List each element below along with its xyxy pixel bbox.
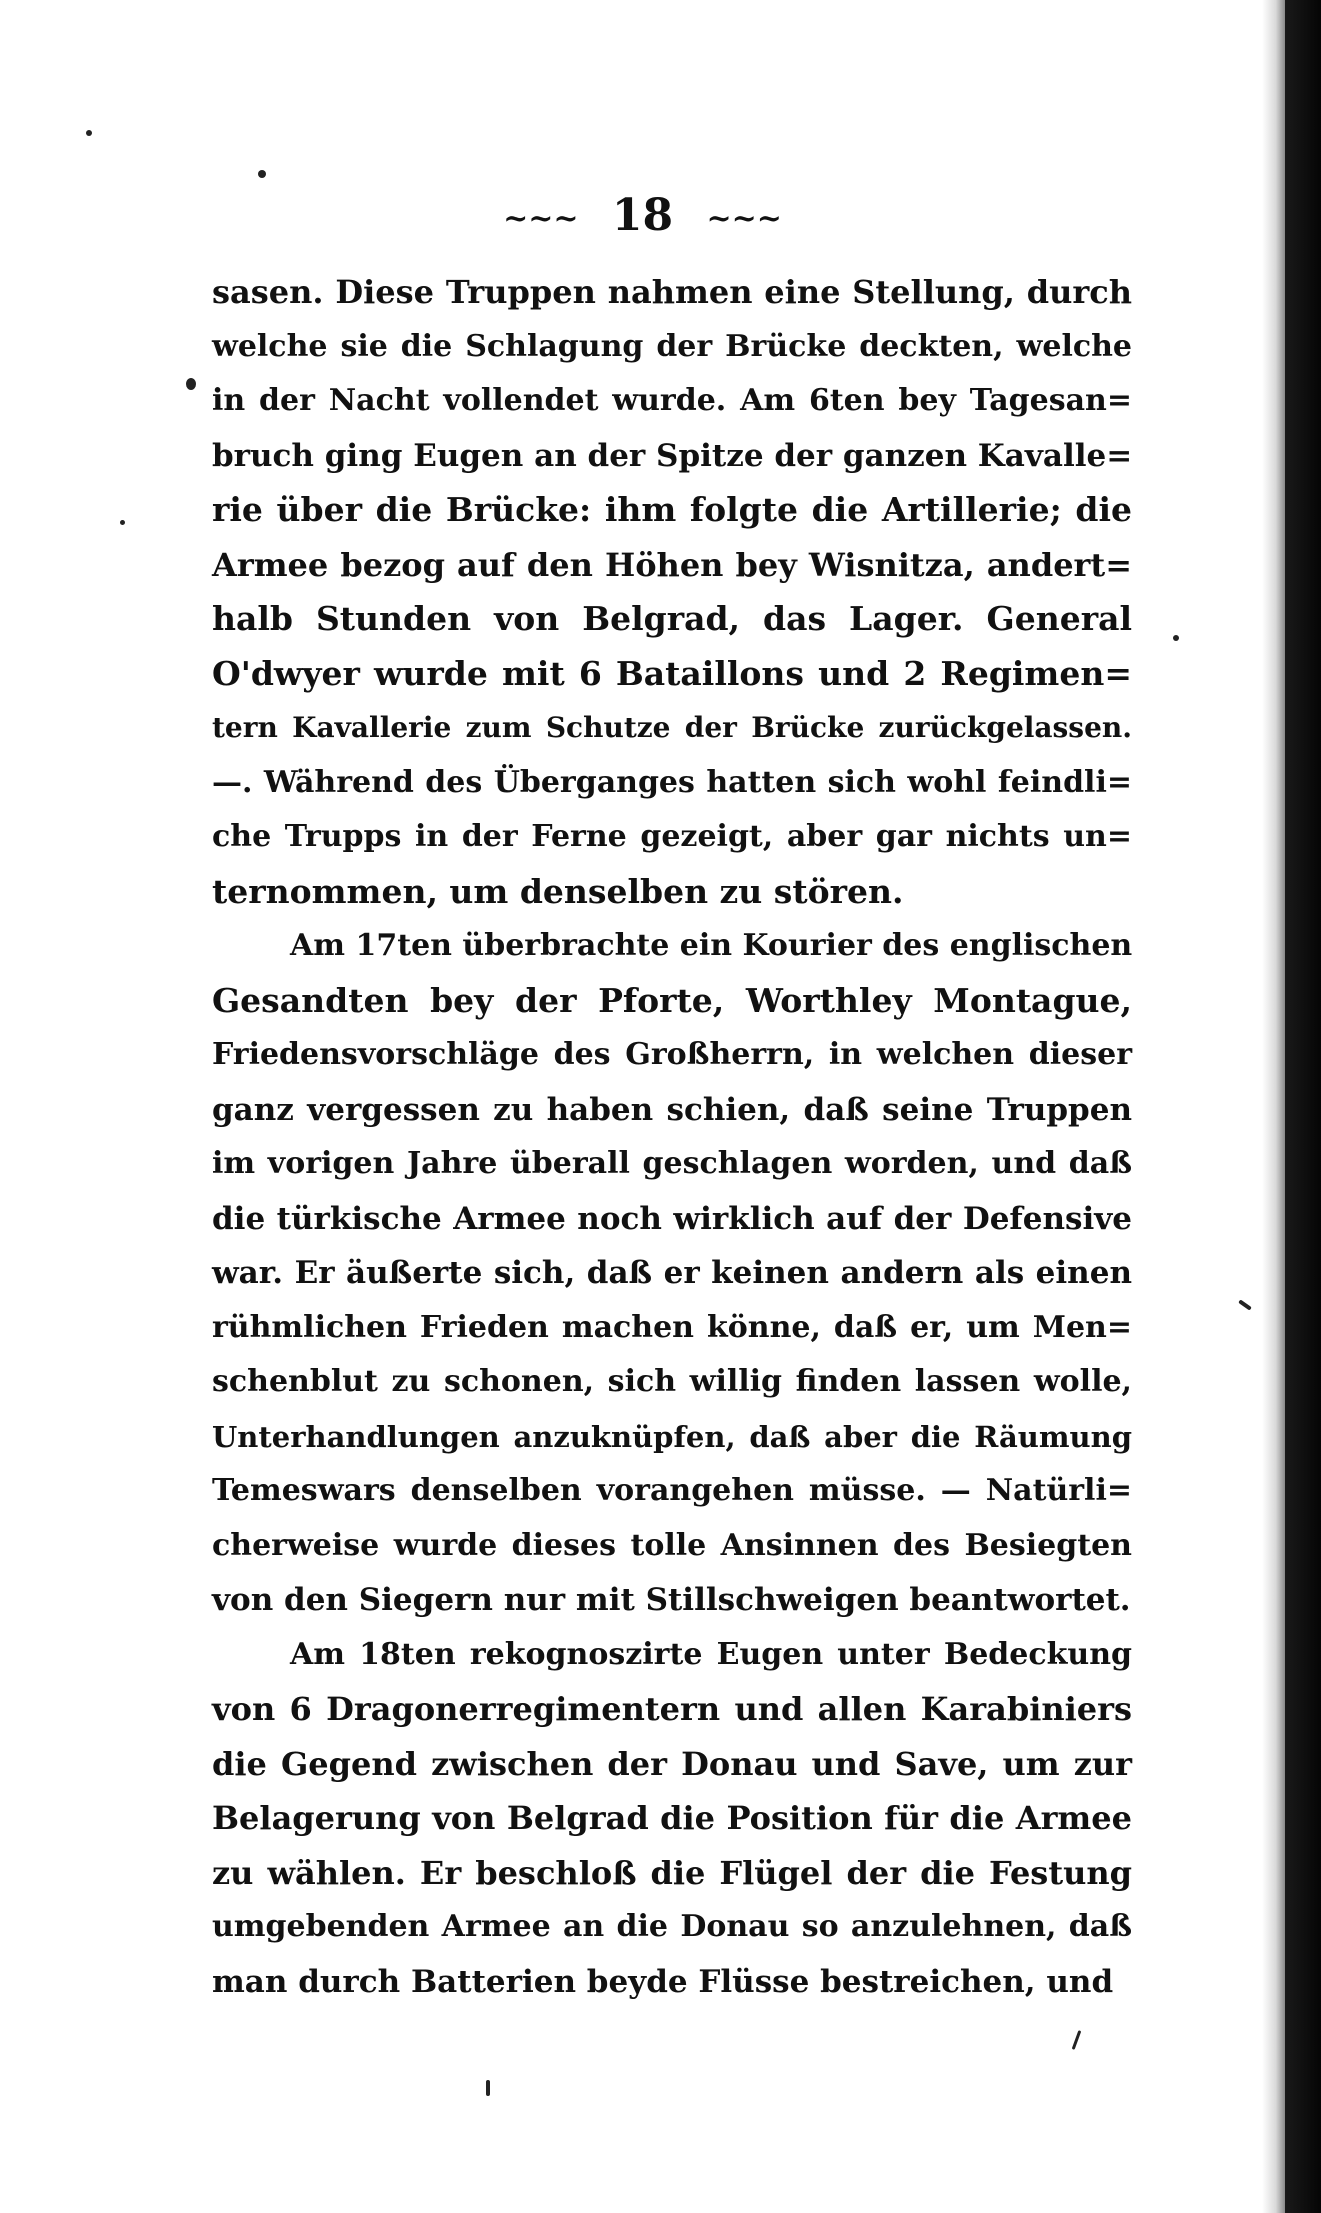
text-line: O'dwyer wurde mit 6 Bataillons und 2 Regimen= [212, 653, 1132, 693]
scan-speck [1173, 635, 1179, 641]
text-line: ternommen, um denselben zu stören. [212, 871, 904, 911]
scan-speck [258, 170, 266, 178]
scan-speck [1072, 2030, 1082, 2050]
text-line: welche sie die Schlagung der Brücke deckten, welche [212, 328, 1132, 364]
text-line: im vorigen Jahre überall geschlagen worden, und daß [212, 1146, 1132, 1181]
scan-speck [86, 130, 92, 136]
page-edge-shadow [1262, 0, 1285, 2213]
text-line: ganz vergessen zu haben schien, daß seine Truppen [212, 1091, 1132, 1128]
scan-border [1285, 0, 1321, 2213]
page-number: 18 [611, 190, 674, 241]
ornament-left: ~~~ [503, 201, 579, 236]
text-line: umgebenden Armee an die Donau so anzulehnen, daß [212, 1909, 1132, 1944]
text-line: rühmlichen Frieden machen könne, daß er, um Men= [212, 1309, 1132, 1345]
text-line: che Trupps in der Ferne gezeigt, aber gar nichts un= [212, 819, 1132, 854]
text-line: Am 18ten rekognoszirte Eugen unter Bedeckung [290, 1636, 1132, 1672]
text-line: rie über die Brücke: ihm folgte die Artillerie; die [212, 490, 1132, 529]
scan-speck [486, 2080, 490, 2096]
text-line: schenblut zu schonen, sich willig finden lassen wolle, [212, 1364, 1132, 1399]
text-line: sasen. Diese Truppen nahmen eine Stellung, durch [212, 273, 1132, 311]
text-line: halb Stunden von Belgrad, das Lager. General [212, 599, 1132, 638]
scan-speck [120, 520, 125, 525]
scan-speck [1238, 1299, 1252, 1310]
text-line: tern Kavallerie zum Schutze der Brücke zurückgelassen. [212, 711, 1132, 744]
body-text [212, 265, 1132, 2009]
text-line: Temeswars denselben vorangehen müsse. — Natürli= [212, 1473, 1132, 1508]
text-line: die Gegend zwischen der Donau und Save, um zur [212, 1744, 1132, 1783]
text-line: die türkische Armee noch wirklich auf der Defensive [212, 1200, 1132, 1237]
text-line: bruch ging Eugen an der Spitze der ganzen Kavalle= [212, 437, 1133, 474]
text-line: zu wählen. Er beschloß die Flügel der die Festung [212, 1853, 1132, 1892]
scan-speck [186, 378, 196, 390]
text-line: Unterhandlungen anzuknüpfen, daß aber die Räumung [212, 1419, 1132, 1454]
text-line: Friedensvorschläge des Großherrn, in welchen dieser [212, 1037, 1132, 1072]
text-line: —. Während des Überganges hatten sich wohl feindli= [212, 764, 1132, 800]
text-line: cherweise wurde dieses tolle Ansinnen des Besiegten [212, 1527, 1132, 1563]
text-line: Gesandten bey der Pforte, Worthley Montague, [212, 980, 1132, 1020]
text-line: Belagerung von Belgrad die Position für die Armee [212, 1799, 1132, 1837]
text-line: Am 17ten überbrachte ein Kourier des englischen [290, 928, 1133, 963]
text-line: war. Er äußerte sich, daß er keinen andern als einen [212, 1255, 1132, 1291]
text-line: von 6 Dragonerregimentern und allen Karabiniers [212, 1690, 1132, 1728]
text-line: man durch Batterien beyde Flüsse bestreichen, und [212, 1963, 1114, 2000]
text-line: von den Siegern nur mit Stillschweigen beantwortet. [212, 1582, 1131, 1618]
text-line: in der Nacht vollendet wurde. Am 6ten bey Tagesan= [212, 383, 1132, 418]
page-header [0, 190, 1285, 241]
ornament-right: ~~~ [706, 201, 782, 236]
text-line: Armee bezog auf den Höhen bey Wisnitza, andert= [212, 545, 1132, 584]
